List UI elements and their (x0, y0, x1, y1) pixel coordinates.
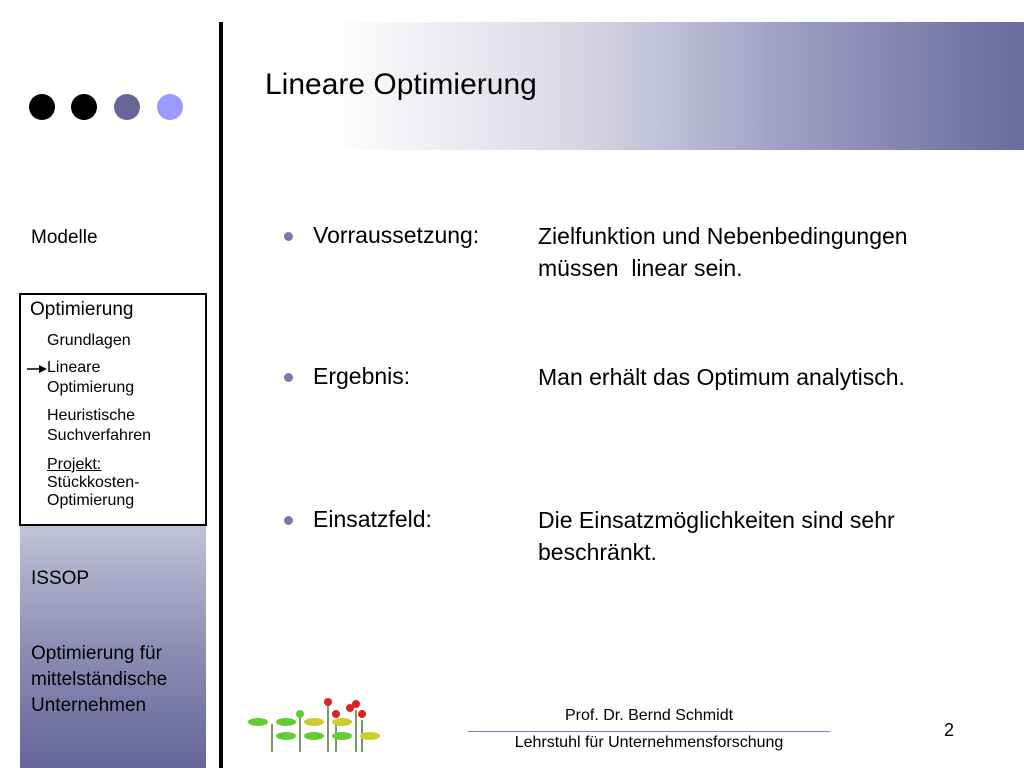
bullet-term: Ergebnis: (313, 363, 411, 389)
decor-dot-4 (157, 94, 183, 120)
nav-subitem-label-projekt: Projekt: (47, 456, 102, 473)
decor-dot-3 (114, 94, 140, 120)
description-line: müssen linear sein. (538, 255, 743, 281)
footer-institution: Lehrstuhl für Unternehmensforschung (514, 734, 784, 751)
bullet-icon (284, 232, 293, 241)
bullet-description (538, 504, 978, 568)
footer-divider (468, 731, 830, 732)
description-line: Zielfunktion und Nebenbedingungen (538, 223, 908, 249)
decor-dot-2 (71, 94, 97, 120)
plant-logo-icon (244, 694, 384, 754)
nav-subitem-label-line1: Lineare (47, 359, 101, 376)
bullet-term: Vorraussetzung: (313, 222, 480, 248)
footer-author: Prof. Dr. Bernd Schmidt (564, 707, 734, 724)
nav-section-optimierung[interactable] (19, 293, 207, 526)
nav-subitem-label-line2: Optimierung (47, 379, 135, 396)
current-item-arrow-icon (27, 364, 47, 374)
nav-subitem-heuristische-suchverfahren[interactable] (47, 406, 151, 446)
nav-subitem-lineare-optimierung[interactable] (47, 358, 134, 398)
nav-label-line3: Unternehmen (31, 695, 147, 716)
nav-subitem-label-line2: Stückkosten- (47, 474, 140, 491)
nav-item-mittelstand[interactable] (31, 641, 167, 719)
nav-subitem-label-line1: Heuristische (47, 407, 136, 424)
nav-label-line1: Optimierung für (31, 643, 162, 664)
bullet-icon (284, 373, 293, 382)
nav-label-line2: mittelständische (31, 669, 168, 690)
bullet-description (538, 220, 978, 284)
nav-subitem-grundlagen[interactable]: Grundlagen (47, 332, 131, 349)
nav-section-title: Optimierung (30, 299, 134, 320)
divider-line (219, 22, 223, 768)
slide-title: Lineare Optimierung (265, 68, 537, 101)
page-number: 2 (944, 720, 955, 740)
description-line: Die Einsatzmöglichkeiten sind sehr (538, 507, 895, 533)
nav-subitem-label-line3: Optimierung (47, 492, 135, 509)
description-line: Man erhält das Optimum analytisch. (538, 364, 905, 390)
decor-dot-1 (29, 94, 55, 120)
bullet-term: Einsatzfeld: (313, 506, 432, 532)
nav-item-issop[interactable]: ISSOP (31, 568, 90, 589)
description-line: beschränkt. (538, 539, 657, 565)
bullet-icon (284, 516, 293, 525)
nav-subitem-projekt-stueckkosten[interactable] (47, 455, 139, 511)
bullet-description (538, 361, 978, 393)
nav-subitem-label-line2: Suchverfahren (47, 427, 152, 444)
nav-item-modelle[interactable]: Modelle (31, 227, 98, 248)
